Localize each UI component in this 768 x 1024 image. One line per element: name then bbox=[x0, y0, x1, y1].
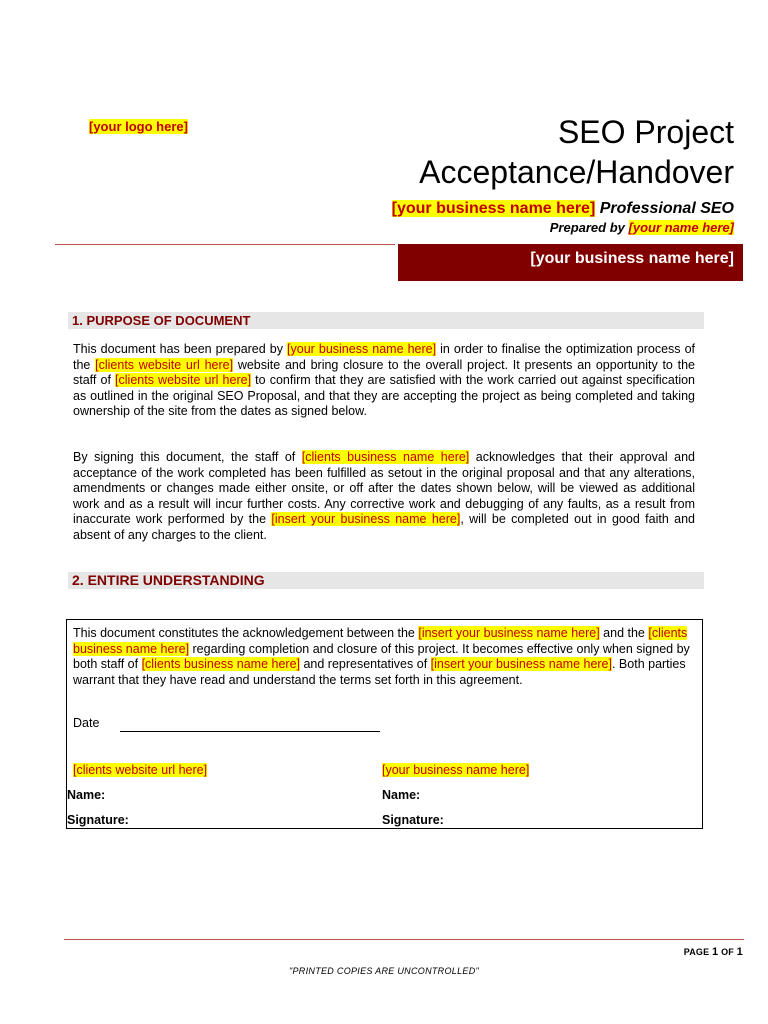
text-run: and representatives of bbox=[300, 657, 431, 671]
left-signature-label: Signature: bbox=[67, 813, 129, 827]
professional-seo: Professional SEO bbox=[599, 200, 734, 217]
text-run: By signing this document, the staff of bbox=[73, 450, 302, 464]
agreement-box bbox=[66, 619, 703, 829]
placeholder-highlight: [clients website url here] bbox=[95, 357, 234, 372]
right-party-placeholder: [your business name here] bbox=[382, 763, 530, 777]
placeholder-highlight: [clients business name here] bbox=[301, 450, 470, 464]
printed-copies-notice: "PRINTED COPIES ARE UNCONTROLLED" bbox=[289, 966, 479, 976]
placeholder-highlight: [insert your business name here] bbox=[418, 626, 600, 640]
placeholder-highlight: [your business name here] bbox=[287, 342, 437, 356]
prepared-by-label: Prepared by bbox=[549, 220, 625, 235]
text-run: to confirm that they are satisfied with the work carried out against specification as outlined in the original SEO Proposal, and that they are accepting the project as being completed and taking ownership of the site from the dates as signed below. bbox=[73, 373, 695, 418]
placeholder-highlight: [insert your business name here] bbox=[430, 657, 612, 671]
footer-rule bbox=[64, 939, 744, 940]
placeholder-highlight: [clients website url here] bbox=[115, 373, 252, 387]
text-run: This document constitutes the acknowledgement between the bbox=[73, 626, 419, 640]
header-rule bbox=[55, 244, 395, 245]
date-input-line[interactable] bbox=[120, 731, 380, 732]
agreement-paragraph bbox=[73, 626, 693, 688]
of-word: OF bbox=[721, 947, 734, 957]
text-run: , will be completed out in good faith and absent of any charges to the client. bbox=[73, 512, 695, 542]
logo-placeholder: [your logo here] bbox=[89, 119, 188, 134]
text-run: and the bbox=[599, 626, 649, 640]
text-run: regarding completion and closure of this project. It becomes effective only when signed by both staff of bbox=[73, 641, 690, 671]
section-heading-purpose: 1. PURPOSE OF DOCUMENT bbox=[68, 312, 704, 329]
left-name-label: Name: bbox=[67, 788, 106, 802]
date-label: Date bbox=[73, 716, 100, 730]
text-run: . Both parties warrant that they have read and understand the terms set forth in this agreement. bbox=[73, 657, 686, 687]
placeholder-highlight: [clients business name here] bbox=[141, 657, 300, 671]
left-party-placeholder: [clients website url here] bbox=[73, 763, 208, 777]
section-heading-understanding: 2. ENTIRE UNDERSTANDING bbox=[68, 572, 704, 589]
purpose-paragraph-1 bbox=[73, 342, 695, 420]
text-run: in order to finalise the optimization process of the bbox=[73, 342, 696, 372]
text-run: website and bring closure to the overall project. It presents an opportunity to the staff of bbox=[73, 357, 695, 387]
purpose-paragraph-2 bbox=[73, 450, 695, 543]
text-run: This document has been prepared by bbox=[73, 342, 288, 356]
page-num: 1 bbox=[712, 946, 719, 958]
prepared-by bbox=[550, 220, 734, 235]
your-name-placeholder: [your name here] bbox=[628, 220, 734, 235]
page-word: PAGE bbox=[683, 947, 710, 957]
text-run: acknowledges that their approval and acceptance of the work completed has been fulfilled as setout in the original proposal and that any alterations, amendments or changes made either onsite, or off after the dates shown below, will be viewed as additional work and as a result will incur further costs. Any corrective work and debugging of any faults, as a result from inaccurate work performed by the bbox=[73, 450, 695, 526]
subtitle bbox=[392, 200, 734, 218]
business-name-placeholder: [your business name here] bbox=[391, 200, 596, 217]
title-line-1: SEO Project bbox=[557, 114, 734, 150]
document-title bbox=[419, 112, 734, 192]
header-banner: [your business name here] bbox=[398, 244, 743, 281]
placeholder-highlight: [clients business name here] bbox=[73, 626, 688, 656]
title-line-2: Acceptance/Handover bbox=[419, 154, 734, 190]
placeholder-highlight: [insert your business name here] bbox=[271, 512, 461, 526]
right-name-label: Name: bbox=[382, 788, 421, 802]
page-total: 1 bbox=[736, 946, 743, 958]
right-signature-label: Signature: bbox=[382, 813, 444, 827]
page-number bbox=[684, 946, 743, 958]
